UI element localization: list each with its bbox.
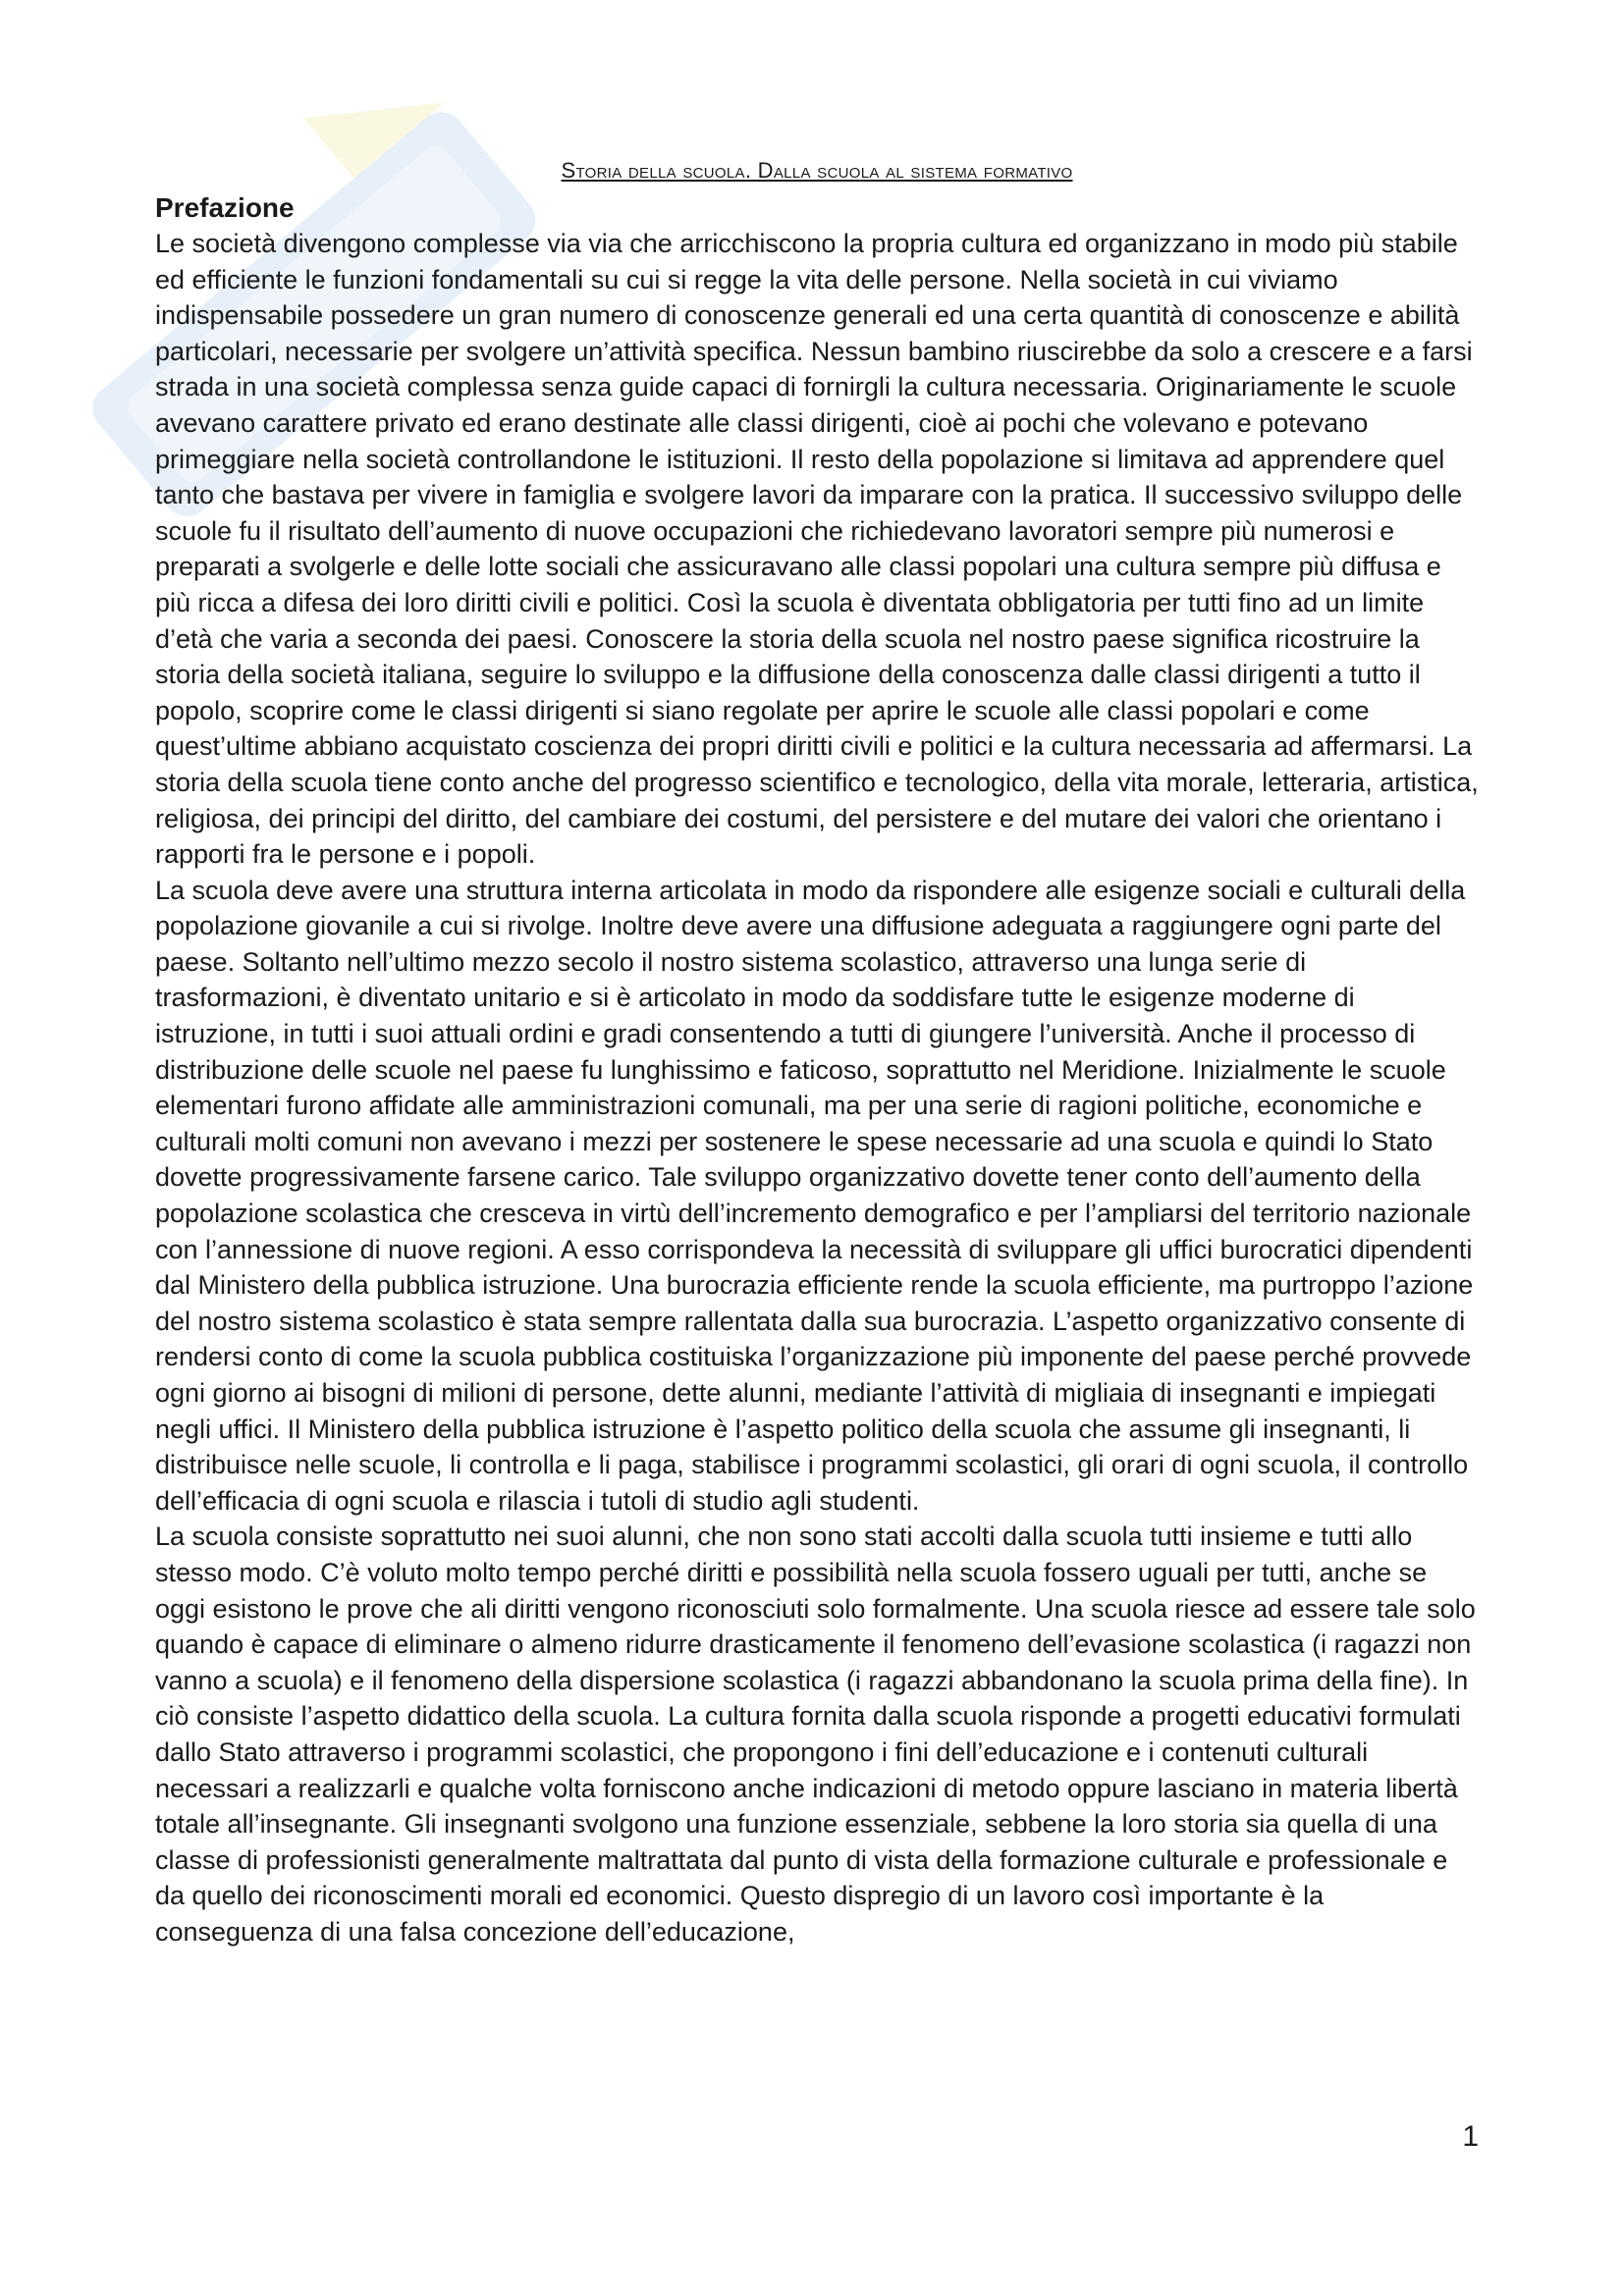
section-heading: Prefazione bbox=[155, 192, 295, 223]
document-body bbox=[155, 157, 1479, 1950]
paragraph-3: La scuola consiste soprattutto nei suoi alunni, che non sono stati accolti dalla scuola tutti insieme e tutti allo stesso modo. C’è voluto molto tempo perché diritti e possibilità nella scuola fossero uguali per tutti, anche se oggi esistono le prove che ali diritti vengono riconosciuti solo formalmente. Una scuola riesce ad essere tale solo quando è capace di eliminare o almeno ridurre drasticamente il fenomeno dell’evasione scolastica (i ragazzi non vanno a scuola) e il fenomeno della dispersione scolastica (i ragazzi abbandonano la scuola prima della fine). In ciò consiste l’aspetto didattico della scuola. La cultura fornita dalla scuola risponde a progetti educativi formulati dallo Stato attraverso i programmi scolastici, che propongono i fini dell’educazione e i contenuti culturali necessari a realizzarli e qualche volta forniscono anche indicazioni di metodo oppure lasciano in materia libertà totale all’insegnante. Gli insegnanti svolgono una funzione essenziale, sebbene la loro storia sia quella di una classe di professionisti generalmente maltrattata dal punto di vista della formazione culturale e professionale e da quello dei riconoscimenti morali ed economici. Questo dispregio di un lavoro così importante è la conseguenza di una falsa concezione dell’educazione, bbox=[155, 1522, 1476, 1947]
document-title: Storia della scuola. Dalla scuola al sistema formativo bbox=[561, 158, 1073, 183]
page-number: 1 bbox=[1462, 2120, 1479, 2153]
paragraph-2: La scuola deve avere una struttura interna articolata in modo da rispondere alle esigenze sociali e culturali della popolazione giovanile a cui si rivolge. Inoltre deve avere una diffusione adeguata a raggiungere ogni parte del paese. Soltanto nell’ultimo mezzo secolo il nostro sistema scolastico, attraverso una lunga serie di trasformazioni, è diventato unitario e si è articolato in modo da soddisfare tutte le esigenze moderne di istruzione, in tutti i suoi attuali ordini e gradi consentendo a tutti di giungere l’università. Anche il processo di distribuzione delle scuole nel paese fu lunghissimo e faticoso, soprattutto nel Meridione. Inizialmente le scuole elementari furono affidate alle amministrazioni comunali, ma per una serie di ragioni politiche, economiche e culturali molti comuni non avevano i mezzi per sostenere le spese necessarie ad una scuola e quindi lo Stato dovette progressivamente farsene carico. Tale sviluppo organizzativo dovette tener conto dell’aumento della popolazione scolastica che cresceva in virtù dell’incremento demografico e per l’ampliarsi del territorio nazionale con l’annessione di nuove regioni. A esso corrispondeva la necessità di sviluppare gli uffici burocratici dipendenti dal Ministero della pubblica istruzione. Una burocrazia efficiente rende la scuola efficiente, ma purtroppo l’azione del nostro sistema scolastico è stata sempre rallentata dalla sua burocrazia. L’aspetto organizzativo consente di rendersi conto di come la scuola pubblica costituiska l’organizzazione più imponente del paese perché provvede ogni giorno ai bisogni di milioni di persone, dette alunni, mediante l’attività di migliaia di insegnanti e impiegati negli uffici. Il Ministero della pubblica istruzione è l’aspetto politico della scuola che assume gli insegnanti, li distribuisce nelle scuole, li controlla e li paga, stabilisce i programmi scolastici, gli orari di ogni scuola, il controllo dell’efficacia di ogni scuola e rilascia i tutoli di studio agli studenti. bbox=[155, 875, 1474, 1516]
paragraph-1: Le società divengono complesse via via che arricchiscono la propria cultura ed organizzano in modo più stabile ed efficiente le funzioni fondamentali su cui si regge la vita delle persone. Nella società in cui viviamo indispensabile possedere un gran numero di conoscenze generali ed una certa quantità di conoscenze e abilità particolari, necessarie per svolgere un’attività specifica. Nessun bambino riuscirebbe da solo a crescere e a farsi strada in una società complessa senza guide capaci di fornirgli la cultura necessaria. Originariamente le scuole avevano carattere privato ed erano destinate alle classi dirigenti, cioè ai pochi che volevano e potevano primeggiare nella società controllandone le istituzioni. Il resto della popolazione si limitava ad apprendere quel tanto che bastava per vivere in famiglia e svolgere lavori da imparare con la pratica. Il successivo sviluppo delle scuole fu il risultato dell’aumento di nuove occupazioni che richiedevano lavoratori sempre più numerosi e preparati a svolgerle e delle lotte sociali che assicuravano alle classi popolari una cultura sempre più diffusa e più ricca a difesa dei loro diritti civili e politici. Così la scuola è diventata obbligatoria per tutti fino ad un limite d’età che varia a seconda dei paesi. Conoscere la storia della scuola nel nostro paese significa ricostruire la storia della società italiana, seguire lo sviluppo e la diffusione della conoscenza dalle classi dirigenti a tutto il popolo, scoprire come le classi dirigenti si siano regolate per aprire le scuole alle classi popolari e come quest’ultime abbiano acquistato coscienza dei propri diritti civili e politici e la cultura necessaria ad affermarsi. La storia della scuola tiene conto anche del progresso scientifico e tecnologico, della vita morale, letteraria, artistica, religiosa, dei principi del diritto, del cambiare dei costumi, del persistere e del mutare dei valori che orientano i rapporti fra le persone e i popoli. bbox=[155, 229, 1479, 870]
